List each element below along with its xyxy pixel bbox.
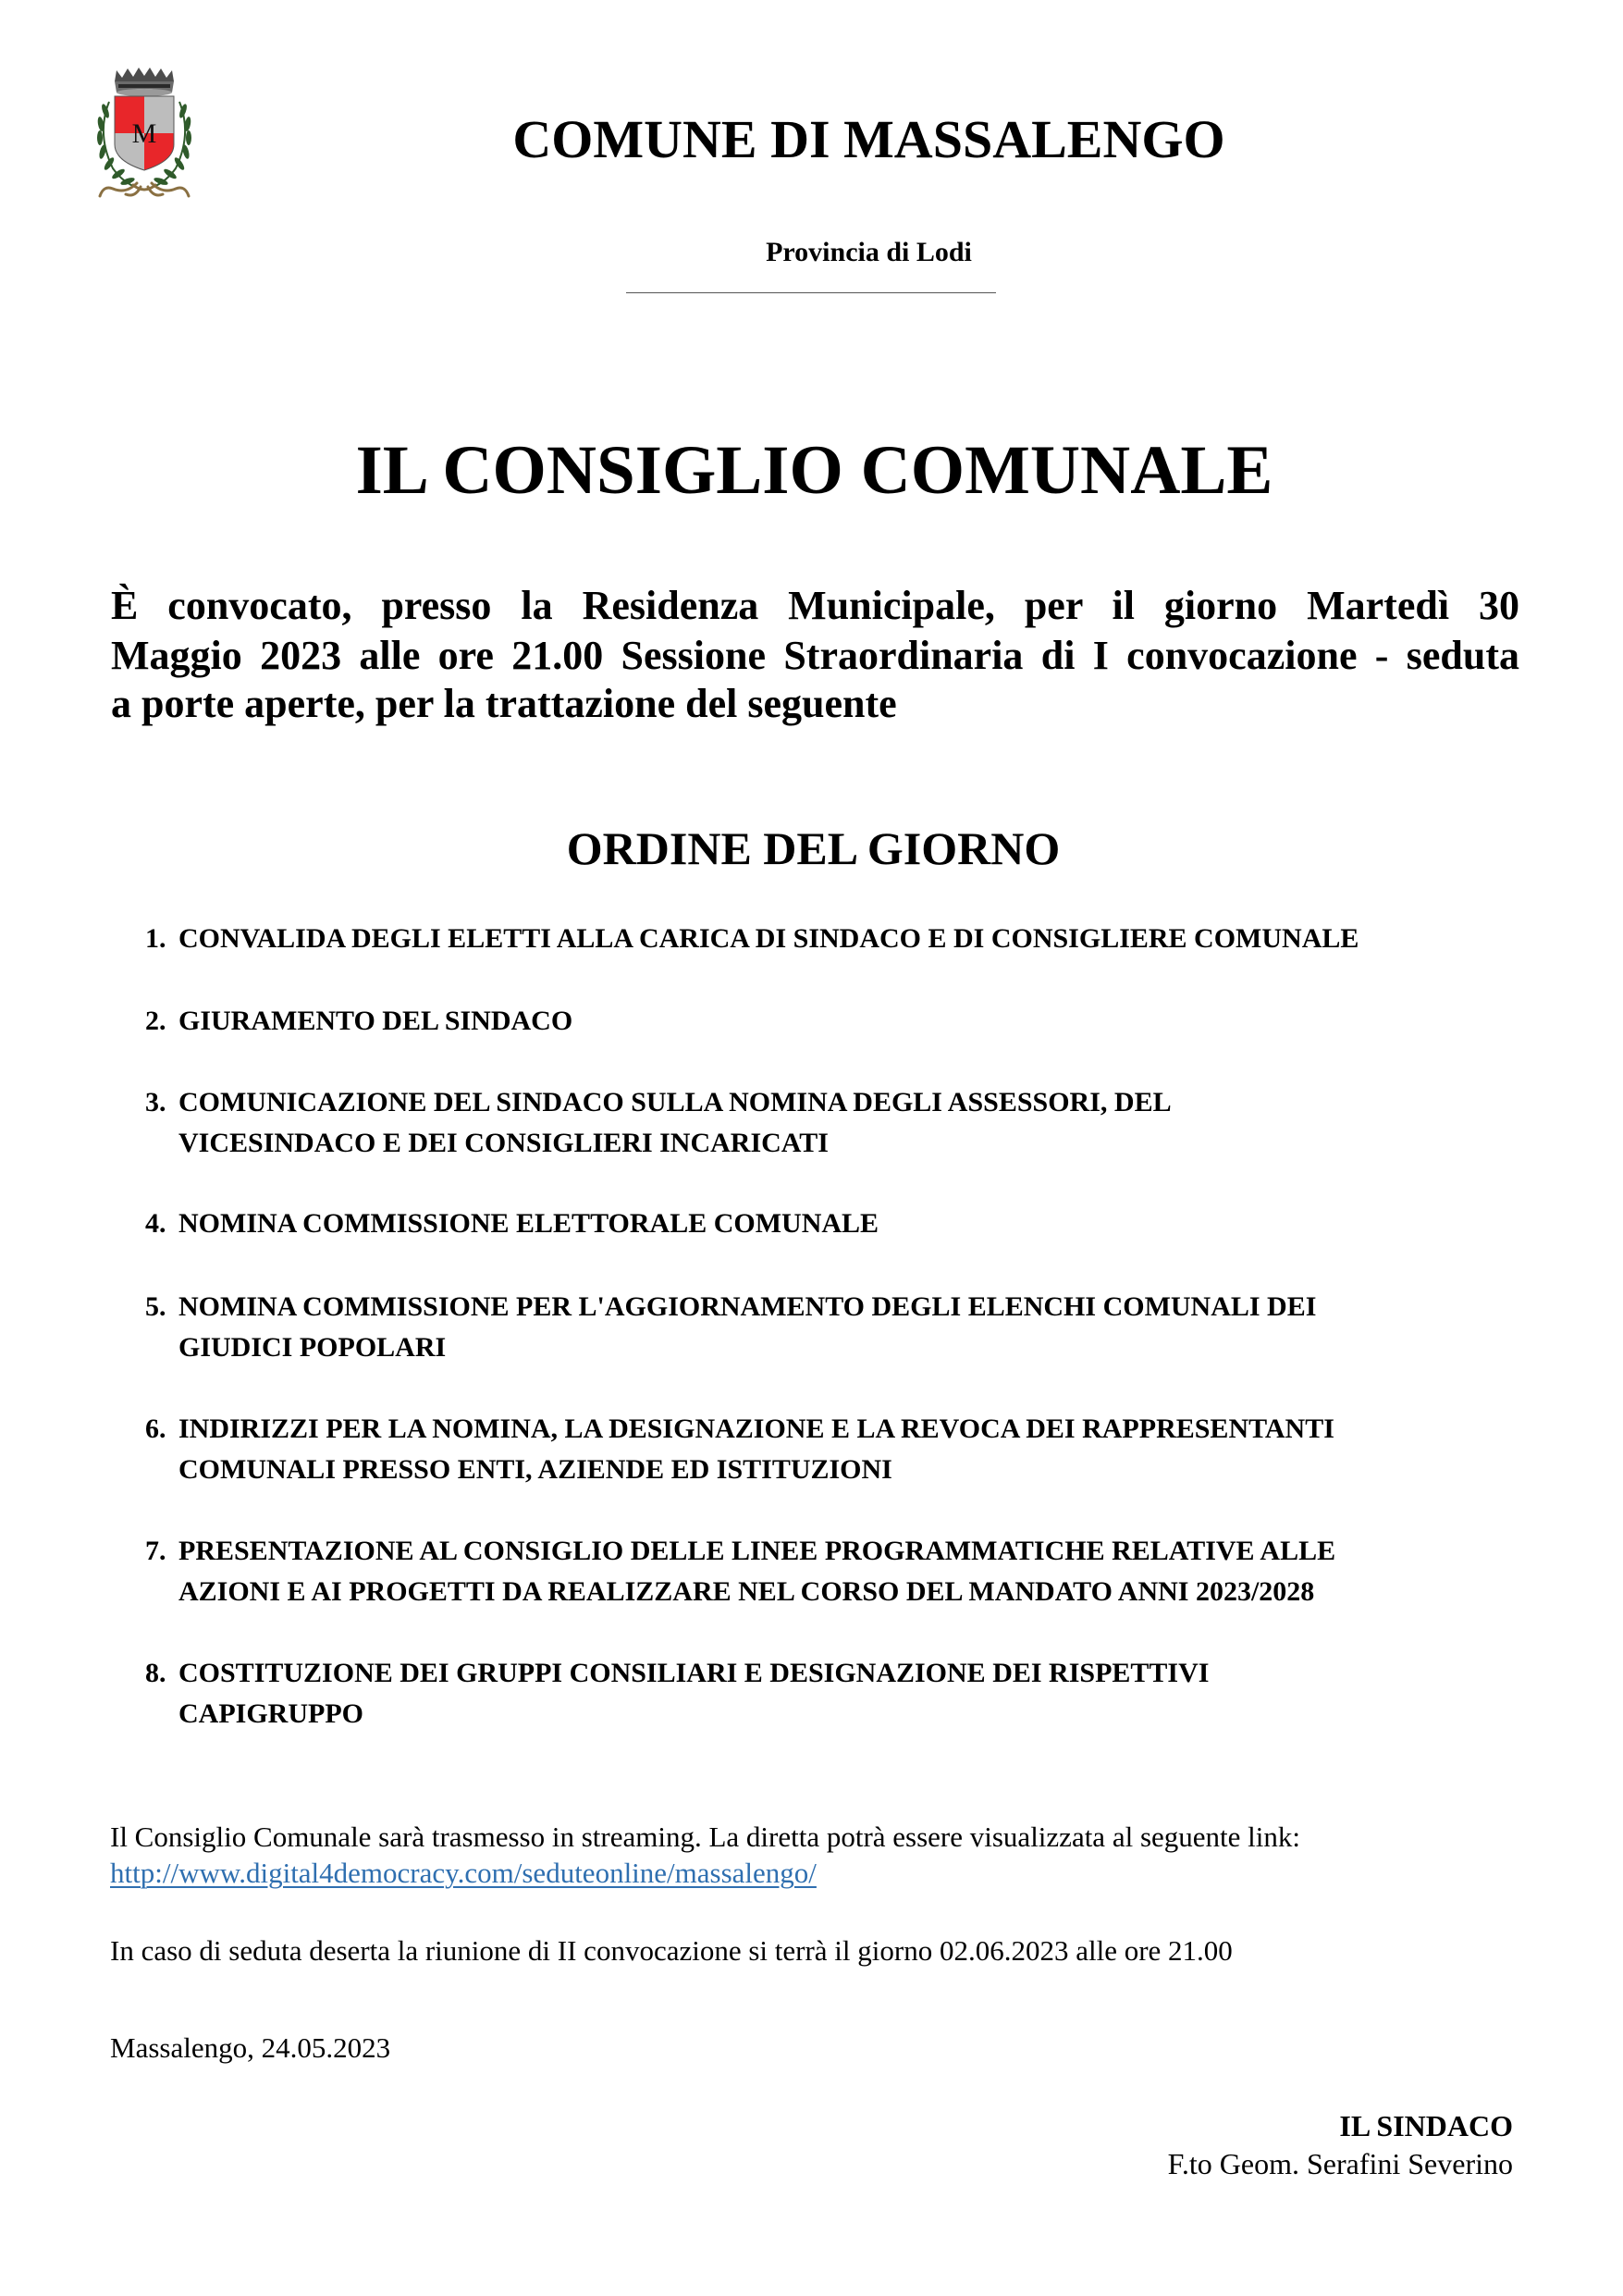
ribbon-icon	[100, 183, 189, 196]
agenda-item-text: NOMINA COMMISSIONE PER L'AGGIORNAMENTO DEGLI ELENCHI COMUNALI DEI	[178, 1291, 1317, 1322]
agenda-item-text: INDIRIZZI PER LA NOMINA, LA DESIGNAZIONE E LA REVOCA DEI RAPPRESENTANTI	[178, 1413, 1334, 1444]
agenda-item-text: COMUNICAZIONE DEL SINDACO SULLA NOMINA DEGLI ASSESSORI, DEL	[178, 1087, 1172, 1117]
agenda-item-text: VICESINDACO E DEI CONSIGLIERI INCARICATI	[178, 1128, 829, 1158]
second-call-notice: In caso di seduta deserta la riunione di II convocazione si terrà il giorno 02.06.2023 alle ore 21.00	[110, 1934, 1233, 1967]
streaming-link[interactable]: http://www.digital4democracy.com/seduteonline/massalengo/	[110, 1857, 817, 1889]
municipality-name-text: COMUNE DI MASSALENGO	[512, 109, 1225, 169]
agenda-item-number: 8.	[145, 1658, 166, 1688]
agenda-item-text: PRESENTAZIONE AL CONSIGLIO DELLE LINEE PROGRAMMATICHE RELATIVE ALLE	[178, 1536, 1336, 1566]
agenda-item-text: CONVALIDA DEGLI ELETTI ALLA CARICA DI SINDACO E DI CONSIGLIERE COMUNALE	[178, 923, 1359, 954]
agenda-item-number: 3.	[145, 1087, 166, 1117]
streaming-notice: Il Consiglio Comunale sarà trasmesso in streaming. La diretta potrà essere visualizzata al seguente link:	[110, 1821, 1300, 1853]
convocation-line: È convocato, presso la Residenza Municipale, per il giorno Martedì 30	[111, 583, 1519, 628]
crown-icon	[115, 68, 174, 96]
agenda-item-number: 5.	[145, 1291, 166, 1322]
agenda-item-text: CAPIGRUPPO	[178, 1698, 363, 1729]
agenda-item-text: NOMINA COMMISSIONE ELETTORALE COMUNALE	[178, 1208, 879, 1239]
place-date: Massalengo, 24.05.2023	[110, 2031, 391, 2064]
agenda-item-number: 4.	[145, 1208, 166, 1239]
signature-name: F.to Geom. Serafini Severino	[1167, 2147, 1513, 2180]
agenda-item-text: COMUNALI PRESSO ENTI, AZIENDE ED ISTITUZIONI	[178, 1454, 892, 1485]
agenda-item-number: 6.	[145, 1413, 166, 1444]
agenda-item-text: COSTITUZIONE DEI GRUPPI CONSILIARI E DESIGNAZIONE DEI RISPETTIVI	[178, 1658, 1210, 1688]
agenda-item-text: GIUDICI POPOLARI	[178, 1332, 447, 1363]
province-name	[0, 236, 1623, 269]
agenda-item-number: 2.	[145, 1006, 166, 1036]
svg-text:M: M	[131, 118, 157, 149]
agenda-item-text: AZIONI E AI PROGETTI DA REALIZZARE NEL CORSO DEL MANDATO ANNI 2023/2028	[178, 1576, 1315, 1607]
document-title	[0, 431, 1623, 511]
agenda-item-text: GIURAMENTO DEL SINDACO	[178, 1006, 573, 1036]
signature-role: IL SINDACO	[1339, 2109, 1513, 2142]
province-name-text: Provincia di Lodi	[766, 237, 972, 267]
agenda-heading	[0, 821, 1623, 876]
municipality-name	[0, 107, 1623, 172]
document-title-text: IL CONSIGLIO COMUNALE	[355, 432, 1273, 509]
convocation-line: Maggio 2023 alle ore 21.00 Sessione Straordinaria di I convocazione - seduta	[111, 633, 1519, 678]
agenda-item-number: 1.	[145, 923, 166, 954]
convocation-line: a porte aperte, per la trattazione del seguente	[111, 681, 897, 726]
agenda-heading-text: ORDINE DEL GIORNO	[566, 822, 1061, 874]
agenda-item-number: 7.	[145, 1536, 166, 1566]
header-divider	[626, 292, 996, 293]
